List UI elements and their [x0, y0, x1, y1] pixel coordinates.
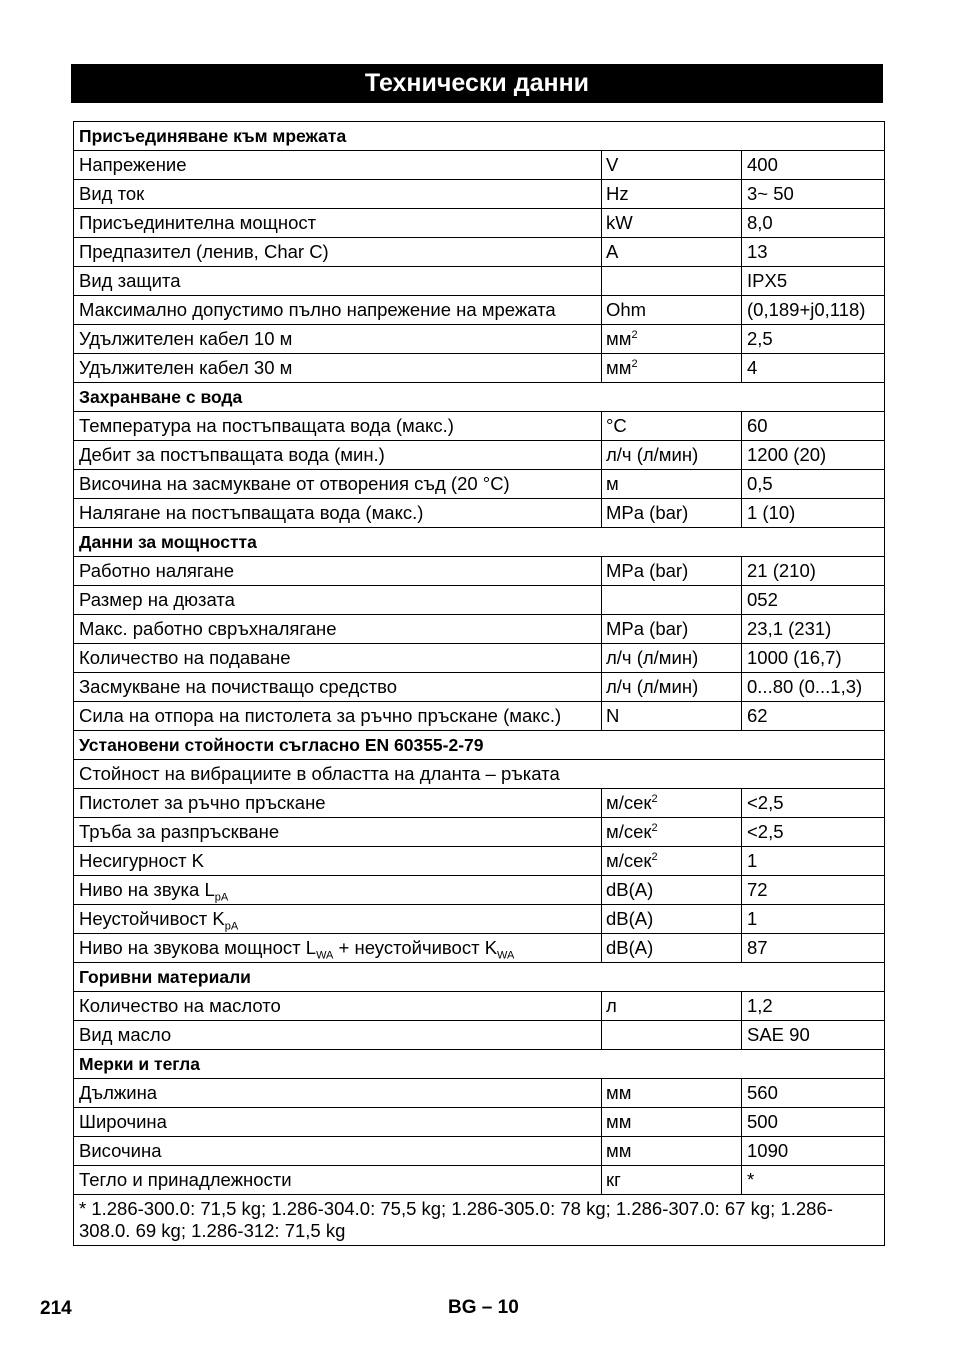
spec-value: 62 — [742, 702, 885, 731]
spec-unit-text: кг — [606, 1169, 621, 1190]
spec-label-text: Височина на засмукване от отворения съд (20 °C) — [79, 473, 510, 494]
spec-unit — [602, 1079, 742, 1108]
spec-value: 0,5 — [742, 470, 885, 499]
spec-value: 13 — [742, 238, 885, 267]
spec-row — [74, 702, 885, 731]
spec-unit-text: м/сек — [606, 792, 652, 813]
spec-unit-text: мм — [606, 1082, 632, 1103]
spec-label-subscript: WA — [316, 949, 334, 962]
spec-unit — [602, 441, 742, 470]
spec-unit — [602, 354, 742, 383]
spec-label-text: Напрежение — [79, 154, 187, 175]
spec-unit-text: л/ч (л/мин) — [606, 647, 699, 668]
spec-unit — [602, 412, 742, 441]
spec-unit-superscript: 2 — [651, 792, 658, 805]
spec-row — [74, 557, 885, 586]
spec-row — [74, 1166, 885, 1195]
spec-label — [74, 905, 602, 934]
spec-row — [74, 876, 885, 905]
spec-label — [74, 267, 602, 296]
spec-unit — [602, 905, 742, 934]
spec-label — [74, 296, 602, 325]
spec-row — [74, 934, 885, 963]
section-heading: Мерки и тегла — [74, 1050, 885, 1079]
spec-value: 560 — [742, 1079, 885, 1108]
spec-row — [74, 325, 885, 354]
spec-value: SAE 90 — [742, 1021, 885, 1050]
spec-row — [74, 354, 885, 383]
spec-unit-text: мм — [606, 357, 632, 378]
spec-row — [74, 644, 885, 673]
spec-unit-text: kW — [606, 212, 633, 233]
spec-label — [74, 789, 602, 818]
section-header-row — [74, 1050, 885, 1079]
page-title: Технически данни — [71, 64, 883, 103]
spec-row — [74, 905, 885, 934]
spec-unit-superscript: 2 — [631, 357, 638, 370]
spec-row — [74, 847, 885, 876]
section-header-row — [74, 383, 885, 412]
spec-value: 1 (10) — [742, 499, 885, 528]
spec-unit-superscript: 2 — [651, 850, 658, 863]
spec-unit — [602, 992, 742, 1021]
spec-row — [74, 180, 885, 209]
spec-unit — [602, 1108, 742, 1137]
section-header-row — [74, 731, 885, 760]
spec-label — [74, 1108, 602, 1137]
section-heading: Установени стойности съгласно EN 60355-2-79 — [74, 731, 885, 760]
spec-label — [74, 238, 602, 267]
spec-unit-text: A — [606, 241, 619, 262]
spec-value: 500 — [742, 1108, 885, 1137]
section-header-row — [74, 528, 885, 557]
spec-unit-text: dB(A) — [606, 908, 654, 929]
spec-label-text: Широчина — [79, 1111, 167, 1132]
spec-row — [74, 470, 885, 499]
spec-label — [74, 354, 602, 383]
spec-value: 1000 (16,7) — [742, 644, 885, 673]
spec-label-text: Неустойчивост K — [79, 908, 225, 929]
spec-unit-text: л — [606, 995, 617, 1016]
spec-label — [74, 499, 602, 528]
spec-label-text: Количество на подаване — [79, 647, 291, 668]
spec-value: <2,5 — [742, 789, 885, 818]
spec-value: 400 — [742, 151, 885, 180]
spec-value: 2,5 — [742, 325, 885, 354]
spec-value: (0,189+j0,118) — [742, 296, 885, 325]
spec-label-text: Удължителен кабел 10 м — [79, 328, 293, 349]
spec-value: 1 — [742, 905, 885, 934]
spec-label — [74, 441, 602, 470]
spec-label-text: Пистолет за ръчно пръскане — [79, 792, 326, 813]
spec-row — [74, 789, 885, 818]
section-header-row — [74, 963, 885, 992]
spec-label — [74, 470, 602, 499]
spec-label-text: Тегло и принадлежности — [79, 1169, 292, 1190]
spec-value: 21 (210) — [742, 557, 885, 586]
spec-label — [74, 180, 602, 209]
spec-unit — [602, 151, 742, 180]
spec-unit-text: мм — [606, 1111, 632, 1132]
spec-value: 1 — [742, 847, 885, 876]
section-header-row — [74, 122, 885, 151]
spec-label-text: Сила на отпора на пистолета за ръчно пръскане (макс.) — [79, 705, 562, 726]
spec-unit — [602, 1137, 742, 1166]
spec-value: 87 — [742, 934, 885, 963]
spec-row — [74, 499, 885, 528]
spec-unit — [602, 499, 742, 528]
spec-label-text: Максимално допустимо пълно напрежение на мрежата — [79, 299, 556, 320]
spec-row — [74, 992, 885, 1021]
spec-label-text: Температура на постъпващата вода (макс.) — [79, 415, 454, 436]
spec-label — [74, 934, 602, 963]
spec-unit — [602, 586, 742, 615]
spec-row — [74, 267, 885, 296]
spec-row — [74, 1108, 885, 1137]
spec-unit — [602, 673, 742, 702]
spec-value: 72 — [742, 876, 885, 905]
spec-row — [74, 209, 885, 238]
spec-label — [74, 876, 602, 905]
spec-label-text: Вид защита — [79, 270, 181, 291]
spec-unit-text: dB(A) — [606, 879, 654, 900]
spec-unit — [602, 818, 742, 847]
spec-unit-superscript: 2 — [651, 821, 658, 834]
spec-label-text: Засмукване на почистващо средство — [79, 676, 397, 697]
spec-row — [74, 412, 885, 441]
spec-value: 4 — [742, 354, 885, 383]
page-number: 214 — [40, 1298, 72, 1319]
spec-label — [74, 557, 602, 586]
spec-value: 052 — [742, 586, 885, 615]
spec-label — [74, 325, 602, 354]
spec-unit-text: Ohm — [606, 299, 647, 320]
spec-unit-text: dB(A) — [606, 937, 654, 958]
spec-unit-superscript: 2 — [631, 328, 638, 341]
spec-label — [74, 151, 602, 180]
spec-value: 0...80 (0...1,3) — [742, 673, 885, 702]
spec-row — [74, 586, 885, 615]
section-heading: Горивни материали — [74, 963, 885, 992]
spec-row — [74, 296, 885, 325]
spec-unit-text: Hz — [606, 183, 629, 204]
spec-label-text: Вид ток — [79, 183, 145, 204]
technical-data-table — [73, 121, 885, 1246]
spec-row — [74, 151, 885, 180]
spec-label — [74, 818, 602, 847]
spec-unit — [602, 615, 742, 644]
spec-label — [74, 615, 602, 644]
spec-unit — [602, 180, 742, 209]
spec-unit — [602, 209, 742, 238]
spec-label-text: Количество на маслото — [79, 995, 281, 1016]
section-note-row — [74, 760, 885, 789]
section-heading: Данни за мощността — [74, 528, 885, 557]
footnote-row — [74, 1195, 885, 1246]
spec-label-text: Ниво на звукова мощност L — [79, 937, 317, 958]
spec-unit-text: N — [606, 705, 620, 726]
spec-unit-text: MPa (bar) — [606, 502, 689, 523]
spec-label — [74, 673, 602, 702]
spec-label-text: Несигурност K — [79, 850, 205, 871]
spec-unit-text: м/сек — [606, 821, 652, 842]
spec-unit — [602, 267, 742, 296]
spec-value: 60 — [742, 412, 885, 441]
spec-unit-text: м/сек — [606, 850, 652, 871]
spec-unit-text: MPa (bar) — [606, 560, 689, 581]
spec-row — [74, 441, 885, 470]
spec-unit — [602, 934, 742, 963]
spec-label-text: Височина — [79, 1140, 162, 1161]
spec-unit — [602, 470, 742, 499]
spec-row — [74, 1079, 885, 1108]
spec-label — [74, 586, 602, 615]
spec-label-text: Вид масло — [79, 1024, 172, 1045]
spec-label — [74, 644, 602, 673]
spec-row — [74, 1021, 885, 1050]
spec-label — [74, 702, 602, 731]
spec-unit-text: л/ч (л/мин) — [606, 444, 699, 465]
spec-label — [74, 847, 602, 876]
spec-label — [74, 1137, 602, 1166]
spec-label-text: Дебит за постъпващата вода (мин.) — [79, 444, 385, 465]
spec-label — [74, 1021, 602, 1050]
footnote: * 1.286-300.0: 71,5 kg; 1.286-304.0: 75,5 kg; 1.286-305.0: 78 kg; 1.286-307.0: 67 kg; 1.286-308.0. 69 kg; 1.286-312: 71,5 kg — [74, 1195, 885, 1246]
spec-value: 1200 (20) — [742, 441, 885, 470]
spec-label-text: Работно налягане — [79, 560, 235, 581]
spec-unit-text: °C — [606, 415, 627, 436]
spec-unit-text: л/ч (л/мин) — [606, 676, 699, 697]
spec-label-text: Предпазител (ленив, Char C) — [79, 241, 329, 262]
spec-unit-text: MPa (bar) — [606, 618, 689, 639]
spec-value: 23,1 (231) — [742, 615, 885, 644]
spec-label — [74, 1079, 602, 1108]
spec-row — [74, 615, 885, 644]
spec-label-text: Удължителен кабел 30 м — [79, 357, 293, 378]
spec-value: <2,5 — [742, 818, 885, 847]
spec-row — [74, 238, 885, 267]
spec-unit — [602, 296, 742, 325]
section-heading: Захранване с вода — [74, 383, 885, 412]
spec-unit — [602, 789, 742, 818]
spec-unit — [602, 1021, 742, 1050]
spec-label-tail: + неустойчивост K — [333, 937, 498, 958]
section-heading: Присъединяване към мрежата — [74, 122, 885, 151]
spec-value: IPX5 — [742, 267, 885, 296]
spec-unit-text: мм — [606, 328, 632, 349]
spec-label-text: Размер на дюзата — [79, 589, 235, 610]
spec-label-subscript: pA — [214, 891, 229, 904]
spec-value: 1,2 — [742, 992, 885, 1021]
spec-label-text: Присъединителна мощност — [79, 212, 317, 233]
spec-label — [74, 992, 602, 1021]
spec-label — [74, 412, 602, 441]
spec-unit-text: мм — [606, 1140, 632, 1161]
spec-unit — [602, 847, 742, 876]
spec-value: 8,0 — [742, 209, 885, 238]
spec-unit — [602, 644, 742, 673]
spec-unit — [602, 325, 742, 354]
spec-label-text: Дължина — [79, 1082, 158, 1103]
spec-row — [74, 673, 885, 702]
spec-unit — [602, 238, 742, 267]
spec-value: * — [742, 1166, 885, 1195]
spec-value: 3~ 50 — [742, 180, 885, 209]
section-note: Стойност на вибрациите в областта на дланта – ръката — [74, 760, 885, 789]
spec-unit — [602, 702, 742, 731]
spec-label-text: Макс. работно свръхналягане — [79, 618, 337, 639]
spec-row — [74, 818, 885, 847]
spec-label-tail-subscript: WA — [497, 949, 515, 962]
spec-label-text: Тръба за разпръскване — [79, 821, 280, 842]
spec-row — [74, 1137, 885, 1166]
spec-unit — [602, 557, 742, 586]
language-page-label: BG – 10 — [448, 1297, 519, 1318]
spec-unit-text: м — [606, 473, 619, 494]
spec-unit — [602, 1166, 742, 1195]
spec-label-text: Налягане на постъпващата вода (макс.) — [79, 502, 424, 523]
spec-value: 1090 — [742, 1137, 885, 1166]
spec-label — [74, 209, 602, 238]
spec-unit — [602, 876, 742, 905]
spec-label-subscript: pA — [224, 920, 239, 933]
spec-label — [74, 1166, 602, 1195]
spec-label-text: Ниво на звука L — [79, 879, 215, 900]
spec-unit-text: V — [606, 154, 619, 175]
